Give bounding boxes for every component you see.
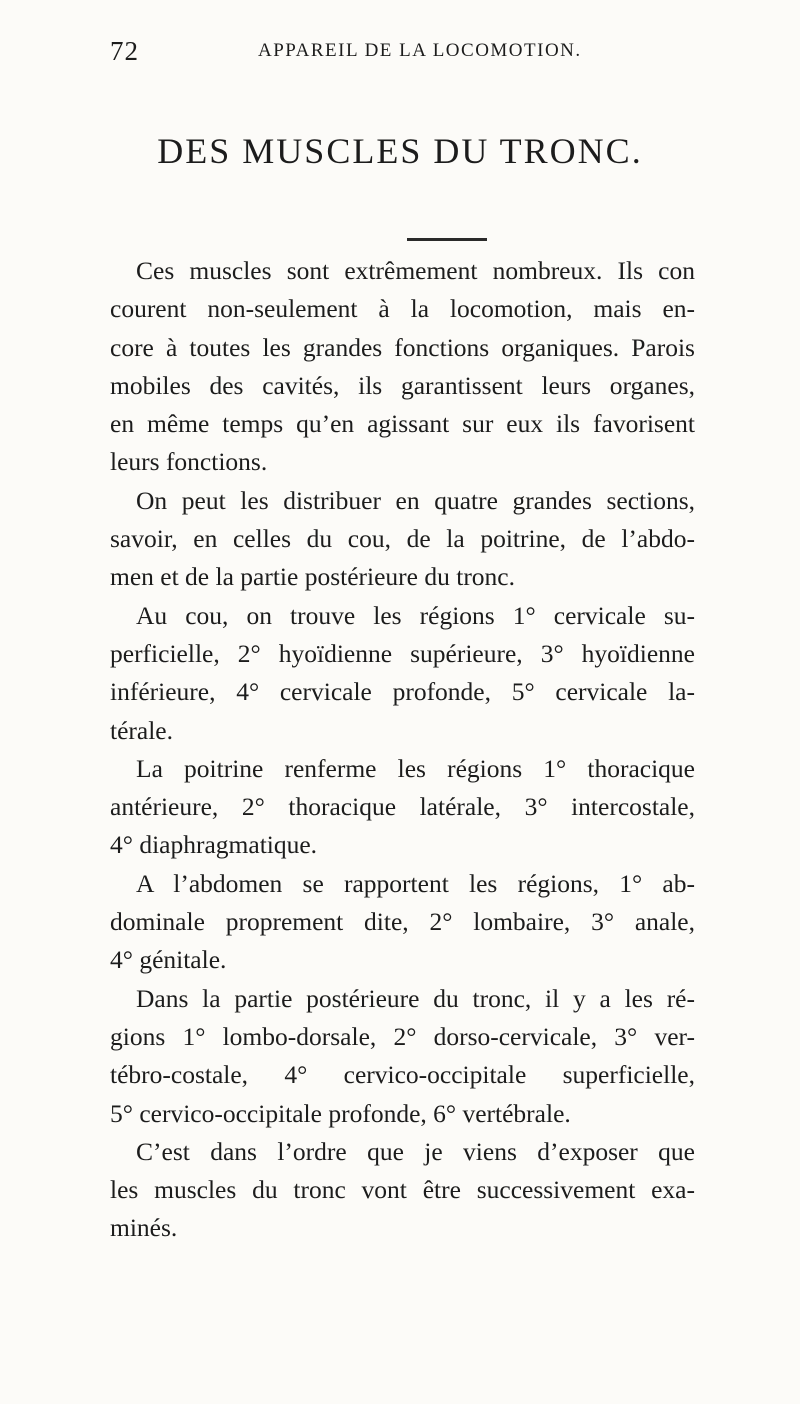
text-line: 4° génitale.: [110, 945, 227, 975]
text-line: 4° diaphragmatique.: [110, 830, 318, 860]
text-line: C’est dans l’ordre que je viens d’exposer que: [136, 1136, 695, 1166]
text-line: gions 1° lombo-dorsale, 2° dorso-cervicale, 3° ver-: [110, 1021, 695, 1051]
text-line: antérieure, 2° thoracique latérale, 3° intercostale,: [110, 792, 695, 822]
paragraph: [110, 597, 695, 750]
text-line: les muscles du tronc vont être successivement exa-: [110, 1175, 695, 1205]
text-line: On peut les distribuer en quatre grandes sections,: [136, 485, 695, 515]
paragraph: [110, 750, 695, 865]
text-line: Ces muscles sont extrêmement nombreux. Ils con: [136, 256, 695, 285]
body-text: [110, 252, 695, 1248]
running-title: APPAREIL DE LA LOCOMOTION.: [258, 40, 582, 61]
text-line: leurs fonctions.: [110, 447, 268, 477]
running-head: [110, 36, 690, 70]
text-line: mobiles des cavités, ils garantissent leurs organes,: [110, 370, 695, 400]
paragraph: [110, 980, 695, 1133]
text-line: inférieure, 4° cervicale profonde, 5° cervicale la-: [110, 677, 695, 707]
title-divider: [407, 238, 487, 241]
text-line: men et de la partie postérieure du tronc.: [110, 562, 515, 592]
text-line: dominale proprement dite, 2° lombaire, 3° anale,: [110, 907, 695, 937]
paragraph: [110, 482, 695, 597]
text-line: La poitrine renferme les régions 1° thoracique: [136, 753, 695, 783]
page-number: 72: [110, 36, 139, 66]
text-line: tébro-costale, 4° cervico-occipitale superficielle,: [110, 1060, 695, 1090]
text-line: core à toutes les grandes fonctions organiques. Parois: [110, 332, 695, 362]
text-line: Dans la partie postérieure du tronc, il y a les ré-: [136, 983, 695, 1013]
paragraph: [110, 252, 695, 482]
text-line: 5° cervico-occipitale profonde, 6° vertébrale.: [110, 1098, 571, 1128]
section-title: DES MUSCLES DU TRONC.: [157, 131, 643, 171]
text-line: térale.: [110, 715, 173, 745]
text-line: en même temps qu’en agissant sur eux ils favorisent: [110, 409, 695, 439]
text-line: savoir, en celles du cou, de la poitrine, de l’abdo-: [110, 524, 695, 554]
text-line: minés.: [110, 1213, 178, 1243]
text-line: Au cou, on trouve les régions 1° cervicale su-: [136, 600, 695, 630]
text-line: A l’abdomen se rapportent les régions, 1° ab-: [136, 868, 695, 898]
paragraph: [110, 865, 695, 980]
text-line: perficielle, 2° hyoïdienne supérieure, 3° hyoïdienne: [110, 638, 695, 668]
text-line: courent non-seulement à la locomotion, mais en-: [110, 294, 695, 324]
paragraph: [110, 1133, 695, 1248]
